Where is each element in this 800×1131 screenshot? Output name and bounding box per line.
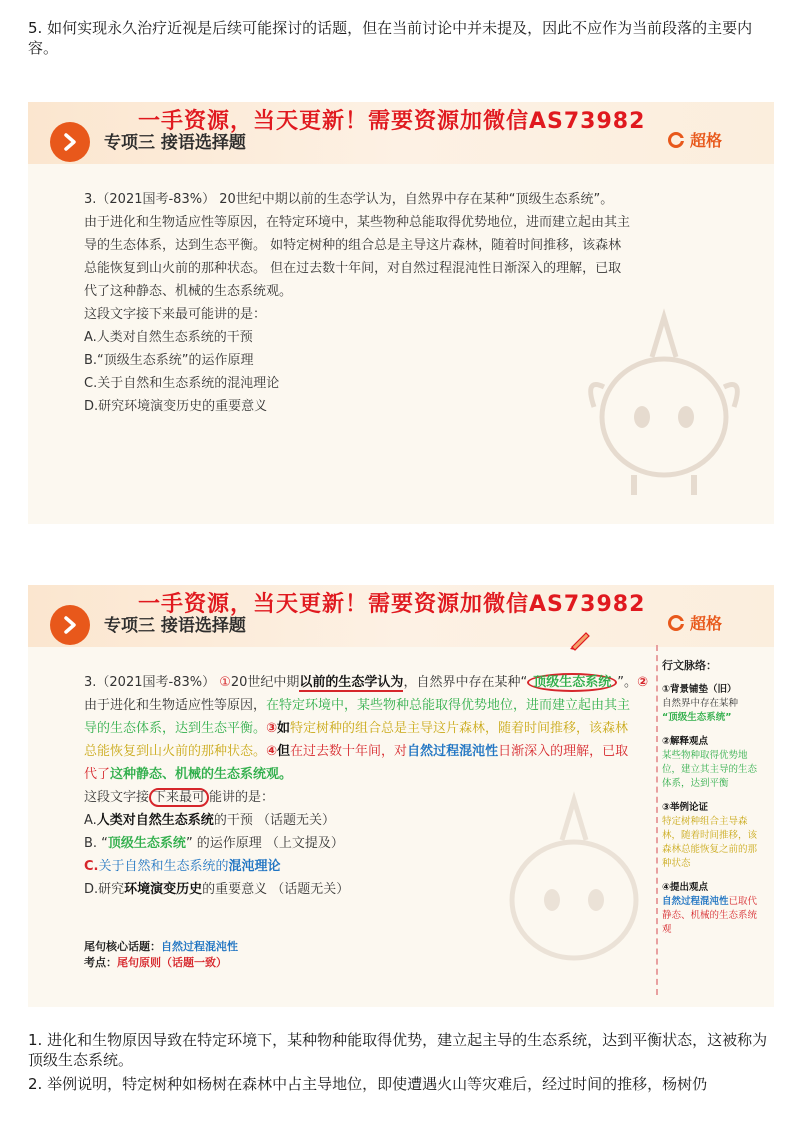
option-keyword: 关于自然和生态系统的 xyxy=(98,859,229,874)
annotated-question-body xyxy=(84,671,656,901)
option-keyword: 环境演变历史 xyxy=(124,882,203,897)
annotated-option-c xyxy=(84,855,656,878)
slide-annotated xyxy=(28,585,774,1007)
highlight-chaos: 自然过程混沌性 xyxy=(407,744,499,759)
brand-logo xyxy=(668,611,722,634)
option-note: 的干预 （话题无关） xyxy=(213,813,335,828)
highlight-example: 总能恢复到山火前的那种状态。 xyxy=(84,744,267,759)
text-span: ，自然界中存在某种“ xyxy=(403,675,528,690)
annotated-option-b xyxy=(84,832,656,855)
text-span: 由于进化和生物适应性等原因， xyxy=(84,698,267,713)
question-prompt: 这段文字接下来最可能讲的是： xyxy=(84,307,267,322)
option-b: B.“顶级生态系统”的运作原理 xyxy=(84,353,254,368)
question-line: 导的生态体系，达到生态平衡。 如特定树种的组合总是主导这片森林，随着时间推移，该森林 xyxy=(84,238,622,253)
point-4-body xyxy=(662,895,762,937)
text-span: 能讲的是： xyxy=(209,790,275,805)
annotated-line-3 xyxy=(84,717,656,740)
option-note: ” 的运作原理 （上文提及） xyxy=(185,836,344,851)
annotated-line-4 xyxy=(84,740,656,763)
annotated-line-5 xyxy=(84,763,656,786)
watermark-banner: 一手资源，当天更新！需要资源加微信AS73982 xyxy=(138,109,646,134)
marker-2: ② xyxy=(636,675,648,690)
highlight-explanation: 在特定环境中，某些物种总能取得优势地位，进而建立起由其主 xyxy=(266,698,631,713)
intro-paragraph: 5. 如何实现永久治疗近视是后续可能探讨的话题，但在当前讨论中并未提及，因此不应作为当前段落的主要内容。 xyxy=(28,19,753,57)
point-4-rest: 已取代静态、机械的生态系统观 xyxy=(662,896,758,935)
option-c: C.关于自然和生态系统的混沌理论 xyxy=(84,376,280,391)
annotated-line-1 xyxy=(84,671,656,694)
bottom-paragraph-1: 1. 进化和生物原因导致在特定环境下，某种物种能取得优势，建立起主导的生态系统，达到平衡状态，这被称为顶级生态系统。 xyxy=(28,1031,768,1069)
highlight-top-ecosystem: 顶级生态系统 xyxy=(527,673,617,692)
point-4-title: ④提出观点 xyxy=(662,882,709,893)
text-span: B. “ xyxy=(84,836,108,851)
annotated-option-d xyxy=(84,878,656,901)
point-2-title: ②解释观点 xyxy=(662,736,709,747)
question-body xyxy=(84,188,644,418)
chaos-keyword: 自然过程混沌性 xyxy=(662,896,729,907)
marker-3: ③ xyxy=(266,721,278,736)
brand-logo xyxy=(668,128,722,151)
value: 自然过程混沌性 xyxy=(161,940,238,953)
section-title: 专项三 接语选择题 xyxy=(104,616,246,636)
annotated-line-2 xyxy=(84,694,656,717)
chevron-right-icon xyxy=(50,605,90,645)
question-number: 3.（2021国考-83%） xyxy=(84,675,216,690)
chevron-right-icon xyxy=(50,122,90,162)
annotated-prompt xyxy=(84,786,656,809)
option-keyword: 顶级生态系统 xyxy=(107,836,186,851)
text-span: D.研究 xyxy=(84,882,125,897)
text-span: A. xyxy=(84,813,97,828)
highlight-viewpoint: 代了 xyxy=(84,767,111,782)
logo-g-icon xyxy=(668,132,684,148)
question-line: 由于进化和生物适应性等原因，在特定环境中，某些物种总能取得优势地位，进而建立起由其主 xyxy=(84,215,631,230)
highlight-old-view: 以前的生态学认为 xyxy=(299,675,404,690)
label: 尾句核心话题： xyxy=(84,940,161,953)
highlight-viewpoint: 日渐深入的理解，已取 xyxy=(498,744,629,759)
option-a: A.人类对自然生态系统的干预 xyxy=(84,330,253,345)
text-span: 这段文字接 xyxy=(84,790,150,805)
highlight-next-most: 下来最可 xyxy=(149,788,209,807)
logo-text: 超格 xyxy=(689,614,722,633)
annotated-option-a xyxy=(84,809,656,832)
sidebar-title: 行文脉络： xyxy=(662,659,717,672)
bottom-paragraph-2: 2. 举例说明，特定树种如杨树在森林中占主导地位，即使遭遇火山等灾难后，经过时间的推移，杨树仍 xyxy=(28,1075,708,1093)
text-span: 如 xyxy=(277,721,291,736)
question-head: 3.（2021国考-83%） 20世纪中期以前的生态学认为，自然界中存在某种“顶级生态系统”。 xyxy=(84,192,614,207)
highlight-static-view: 这种静态、机械的生态系统观。 xyxy=(110,767,293,782)
highlight-example: 特定树种的组合总是主导这片森林，随着时间推移，该森林 xyxy=(290,721,629,736)
text-span: ”。 xyxy=(617,675,637,690)
correct-option-letter: C. xyxy=(84,859,99,874)
text-span: 20世纪中期 xyxy=(230,675,300,690)
point-1-body-highlight: “顶级生态系统” xyxy=(662,712,732,723)
structure-sidebar xyxy=(656,645,762,995)
exam-point xyxy=(84,955,238,971)
question-line: 代了这种静态、机械的生态系统观。 xyxy=(84,284,293,299)
point-3-title: ③举例论证 xyxy=(662,802,709,813)
highlight-explanation: 导的生态体系，达到生态平衡。 xyxy=(84,721,267,736)
logo-text: 超格 xyxy=(689,131,722,150)
question-line: 总能恢复到山火前的那种状态。 但在过去数十年间，对自然过程混沌性日渐深入的理解，已取 xyxy=(84,261,622,276)
label: 考点： xyxy=(84,956,117,969)
highlight-viewpoint: 在过去数十年间，对 xyxy=(290,744,408,759)
marker-1: ① xyxy=(219,675,231,690)
core-topic xyxy=(84,939,238,955)
pencil-icon xyxy=(568,629,592,651)
value: 尾句原则（话题一致） xyxy=(117,956,227,969)
slide-question xyxy=(28,102,774,524)
text-span: 但 xyxy=(277,744,291,759)
section-title: 专项三 接语选择题 xyxy=(104,133,246,153)
watermark-banner: 一手资源，当天更新！需要资源加微信AS73982 xyxy=(138,592,646,617)
option-keyword: 混沌理论 xyxy=(228,859,281,874)
marker-4: ④ xyxy=(266,744,278,759)
option-d: D.研究环境演变历史的重要意义 xyxy=(84,399,268,414)
point-1-title: ①背景铺垫（旧） xyxy=(662,684,737,695)
point-2-body: 某些物种取得优势地位，建立其主导的生态体系，达到平衡 xyxy=(662,750,758,789)
point-1-body: 自然界中存在某种 xyxy=(662,698,739,709)
option-note: 的重要意义 （话题无关） xyxy=(202,882,350,897)
summary-notes xyxy=(84,939,238,971)
logo-g-icon xyxy=(668,615,684,631)
point-3-body: 特定树种组合主导森林，随着时间推移，该森林总能恢复之前的那种状态 xyxy=(662,816,758,869)
option-keyword: 人类对自然生态系统 xyxy=(96,813,214,828)
